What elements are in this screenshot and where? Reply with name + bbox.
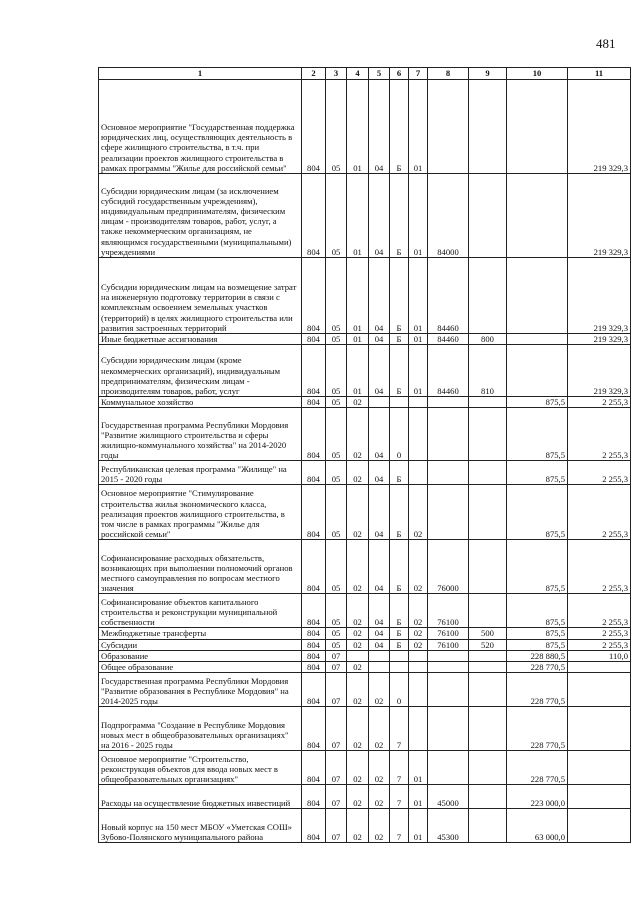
direction-cell: 84000 [428,174,469,258]
amount-col11-cell: 2 255,3 [568,628,631,639]
col-header-4: 4 [347,68,369,80]
program-cell: 04 [369,594,390,628]
section-cell: 07 [326,673,347,707]
row-name-cell: Софинансирование расходных обязательств, возникающих при выполнении полномочий органов местного самоуправления по вопросам местного значения [99,540,302,594]
event-cell: 01 [409,334,428,345]
direction-cell: 45000 [428,785,469,809]
program-cell: 02 [369,707,390,751]
row-name-cell: Субсидии [99,639,302,650]
section-cell: 05 [326,345,347,397]
table-row [99,540,631,594]
program-cell: 04 [369,334,390,345]
subprogram-cell: 7 [390,785,409,809]
section-cell: 07 [326,751,347,785]
direction-cell [428,707,469,751]
subprogram-cell: Б [390,80,409,174]
amount-col11-cell [568,707,631,751]
subsection-cell: 01 [347,174,369,258]
expense-type-cell [469,650,507,661]
subsection-cell: 02 [347,785,369,809]
ministry-code-cell: 804 [302,334,326,345]
row-name-cell: Республиканская целевая программа "Жилище" на 2015 - 2020 годы [99,461,302,485]
section-cell: 05 [326,540,347,594]
col-header-3: 3 [326,68,347,80]
table-row [99,662,631,673]
table-row [99,628,631,639]
direction-cell: 76100 [428,628,469,639]
event-cell [409,461,428,485]
subprogram-cell: Б [390,334,409,345]
subsection-cell: 02 [347,707,369,751]
section-cell: 05 [326,334,347,345]
program-cell: 04 [369,639,390,650]
section-cell: 05 [326,80,347,174]
col-header-1: 1 [99,68,302,80]
event-cell: 02 [409,540,428,594]
expense-type-cell [469,785,507,809]
section-cell: 05 [326,461,347,485]
amount-col11-cell [568,673,631,707]
col-header-10: 10 [507,68,568,80]
amount-col10-cell: 875,5 [507,485,568,540]
amount-col10-cell: 875,5 [507,397,568,408]
amount-col11-cell: 219 329,3 [568,80,631,174]
subsection-cell: 02 [347,809,369,843]
amount-col11-cell [568,662,631,673]
subprogram-cell: 7 [390,809,409,843]
program-cell: 02 [369,785,390,809]
direction-cell: 84460 [428,345,469,397]
program-cell: 04 [369,461,390,485]
row-name-cell: Коммунальное хозяйство [99,397,302,408]
col-header-8: 8 [428,68,469,80]
amount-col11-cell: 2 255,3 [568,594,631,628]
ministry-code-cell: 804 [302,809,326,843]
expense-type-cell [469,540,507,594]
program-cell: 04 [369,174,390,258]
program-cell: 04 [369,628,390,639]
expense-type-cell [469,408,507,461]
expense-type-cell [469,673,507,707]
ministry-code-cell: 804 [302,785,326,809]
subprogram-cell: 7 [390,707,409,751]
subprogram-cell: Б [390,258,409,334]
subprogram-cell [390,397,409,408]
ministry-code-cell: 804 [302,540,326,594]
amount-col10-cell [507,258,568,334]
ministry-code-cell: 804 [302,628,326,639]
subsection-cell: 02 [347,673,369,707]
event-cell: 02 [409,485,428,540]
subsection-cell: 02 [347,397,369,408]
ministry-code-cell: 804 [302,461,326,485]
program-cell [369,662,390,673]
direction-cell: 84460 [428,334,469,345]
amount-col11-cell: 2 255,3 [568,639,631,650]
event-cell: 01 [409,174,428,258]
amount-col10-cell: 228 770,5 [507,662,568,673]
direction-cell [428,408,469,461]
col-header-2: 2 [302,68,326,80]
ministry-code-cell: 804 [302,662,326,673]
amount-col10-cell [507,80,568,174]
amount-col11-cell: 219 329,3 [568,258,631,334]
amount-col10-cell: 223 000,0 [507,785,568,809]
section-cell: 05 [326,628,347,639]
table-row [99,707,631,751]
direction-cell [428,673,469,707]
subsection-cell: 02 [347,540,369,594]
program-cell: 02 [369,809,390,843]
amount-col10-cell: 875,5 [507,639,568,650]
event-cell [409,397,428,408]
section-cell: 07 [326,785,347,809]
event-cell [409,673,428,707]
subprogram-cell [390,650,409,661]
ministry-code-cell: 804 [302,408,326,461]
amount-col10-cell: 228 770,5 [507,707,568,751]
program-cell: 02 [369,673,390,707]
row-name-cell: Новый корпус на 150 мест МБОУ «Уметская СОШ» Зубово-Полянского муниципального района [99,809,302,843]
event-cell: 01 [409,80,428,174]
subsection-cell: 02 [347,639,369,650]
row-name-cell: Основное мероприятие "Строительство, реконструкция объектов для ввода новых мест в общеобразовательных организациях" [99,751,302,785]
expense-type-cell [469,461,507,485]
table-row [99,809,631,843]
direction-cell: 76000 [428,540,469,594]
table-row [99,397,631,408]
ministry-code-cell: 804 [302,174,326,258]
direction-cell [428,80,469,174]
table-header-row [99,68,631,80]
section-cell: 05 [326,397,347,408]
ministry-code-cell: 804 [302,751,326,785]
expense-type-cell [469,751,507,785]
event-cell: 01 [409,258,428,334]
subsection-cell: 02 [347,594,369,628]
table-row [99,258,631,334]
amount-col10-cell: 875,5 [507,461,568,485]
col-header-7: 7 [409,68,428,80]
row-name-cell: Субсидии юридическим лицам (за исключением субсидий государственным учреждениям), индивидуальным предпринимателям, физическим лицам - производителям товаров, работ, услуг, а также некоммерческим организациям, не являющимся государственными (муниципальными) учреждениями [99,174,302,258]
event-cell: 01 [409,785,428,809]
amount-col11-cell: 2 255,3 [568,397,631,408]
expense-type-cell: 500 [469,628,507,639]
subsection-cell: 01 [347,258,369,334]
ministry-code-cell: 804 [302,345,326,397]
subsection-cell: 01 [347,334,369,345]
expense-type-cell [469,174,507,258]
amount-col11-cell: 219 329,3 [568,345,631,397]
program-cell [369,397,390,408]
event-cell: 01 [409,345,428,397]
section-cell: 05 [326,258,347,334]
amount-col11-cell: 2 255,3 [568,461,631,485]
row-name-cell: Основное мероприятие "Стимулирование строительства жилья экономического класса, реализация проектов жилищного строительства, в том числе в рамках программы "Жилье для российской семьи" [99,485,302,540]
section-cell: 05 [326,639,347,650]
row-name-cell: Образование [99,650,302,661]
amount-col11-cell: 219 329,3 [568,174,631,258]
amount-col10-cell [507,334,568,345]
subsection-cell: 02 [347,408,369,461]
expense-type-cell [469,485,507,540]
subsection-cell: 02 [347,751,369,785]
direction-cell [428,485,469,540]
amount-col10-cell: 228 770,5 [507,751,568,785]
direction-cell [428,650,469,661]
row-name-cell: Основное мероприятие "Государственная поддержка юридических лиц, осуществляющих деятельность в сфере жилищного строительства, в т.ч. при реализации проектов жилищного строительства в рамках программы "Жилье для российской семьи" [99,80,302,174]
expense-type-cell [469,594,507,628]
subprogram-cell: Б [390,461,409,485]
subsection-cell: 01 [347,345,369,397]
amount-col10-cell [507,345,568,397]
table-row [99,485,631,540]
row-name-cell: Подпрограмма "Создание в Республике Мордовия новых мест в общеобразовательных организациях" на 2016 - 2025 годы [99,707,302,751]
col-header-11: 11 [568,68,631,80]
subsection-cell: 02 [347,662,369,673]
row-name-cell: Субсидии юридическим лицам на возмещение затрат на инженерную подготовку территории в связи с комплексным освоением земельных участков (территорий) в целях жилищного строительства или развития застроенных территорий [99,258,302,334]
direction-cell: 45300 [428,809,469,843]
expense-type-cell: 810 [469,345,507,397]
row-name-cell: Софинансирование объектов капитального строительства и реконструкции муниципальной собственности [99,594,302,628]
subprogram-cell: 7 [390,751,409,785]
table-row [99,461,631,485]
amount-col11-cell: 219 329,3 [568,334,631,345]
event-cell [409,650,428,661]
subprogram-cell: 0 [390,408,409,461]
expense-type-cell [469,662,507,673]
subprogram-cell: Б [390,485,409,540]
subprogram-cell: 0 [390,673,409,707]
table-row [99,751,631,785]
amount-col11-cell [568,809,631,843]
table-row [99,594,631,628]
direction-cell [428,662,469,673]
direction-cell [428,461,469,485]
event-cell [409,662,428,673]
col-header-9: 9 [469,68,507,80]
table-row [99,174,631,258]
amount-col10-cell: 875,5 [507,540,568,594]
section-cell: 05 [326,408,347,461]
table-row [99,673,631,707]
section-cell: 07 [326,650,347,661]
amount-col11-cell: 2 255,3 [568,540,631,594]
col-header-6: 6 [390,68,409,80]
amount-col11-cell: 2 255,3 [568,485,631,540]
table-row [99,345,631,397]
subprogram-cell: Б [390,345,409,397]
row-name-cell: Субсидии юридическим лицам (кроме некоммерческих организаций), индивидуальным предпринимателям, физическим лицам - производителям товаров, работ, услуг [99,345,302,397]
col-header-5: 5 [369,68,390,80]
row-name-cell: Государственная программа Республики Мордовия "Развитие жилищного строительства и сферы жилищно-коммунального хозяйства" на 2014-2020 годы [99,408,302,461]
amount-col11-cell [568,785,631,809]
section-cell: 05 [326,174,347,258]
event-cell [409,707,428,751]
event-cell: 02 [409,594,428,628]
amount-col10-cell: 875,5 [507,628,568,639]
amount-col10-cell: 63 000,0 [507,809,568,843]
table-row [99,80,631,174]
event-cell: 01 [409,751,428,785]
row-name-cell: Расходы на осуществление бюджетных инвестиций [99,785,302,809]
program-cell: 04 [369,258,390,334]
row-name-cell: Межбюджетные трансферты [99,628,302,639]
row-name-cell: Иные бюджетные ассигнования [99,334,302,345]
direction-cell [428,751,469,785]
table-row [99,408,631,461]
expense-type-cell [469,80,507,174]
program-cell: 04 [369,80,390,174]
event-cell [409,408,428,461]
section-cell: 07 [326,809,347,843]
ministry-code-cell: 804 [302,485,326,540]
subsection-cell [347,650,369,661]
subprogram-cell: Б [390,174,409,258]
expense-type-cell: 800 [469,334,507,345]
expense-type-cell [469,397,507,408]
program-cell: 04 [369,485,390,540]
subprogram-cell: Б [390,628,409,639]
table-row [99,785,631,809]
page-number: 481 [596,36,616,51]
ministry-code-cell: 804 [302,639,326,650]
amount-col10-cell: 875,5 [507,594,568,628]
event-cell: 02 [409,639,428,650]
table-row [99,334,631,345]
subprogram-cell: Б [390,594,409,628]
section-cell: 07 [326,707,347,751]
event-cell: 01 [409,809,428,843]
subsection-cell: 02 [347,461,369,485]
direction-cell: 84460 [428,258,469,334]
table-row [99,639,631,650]
subprogram-cell: Б [390,540,409,594]
section-cell: 05 [326,485,347,540]
ministry-code-cell: 804 [302,594,326,628]
subprogram-cell: Б [390,639,409,650]
section-cell: 05 [326,594,347,628]
amount-col10-cell: 875,5 [507,408,568,461]
ministry-code-cell: 804 [302,707,326,751]
ministry-code-cell: 804 [302,673,326,707]
expense-type-cell [469,258,507,334]
ministry-code-cell: 804 [302,80,326,174]
amount-col10-cell: 228 880,5 [507,650,568,661]
program-cell: 04 [369,540,390,594]
amount-col11-cell: 110,0 [568,650,631,661]
direction-cell: 76100 [428,594,469,628]
direction-cell [428,397,469,408]
event-cell: 02 [409,628,428,639]
program-cell: 04 [369,408,390,461]
program-cell: 02 [369,751,390,785]
subsection-cell: 02 [347,485,369,540]
expense-type-cell [469,809,507,843]
ministry-code-cell: 804 [302,650,326,661]
amount-col11-cell: 2 255,3 [568,408,631,461]
budget-table [98,67,631,843]
table-row [99,650,631,661]
ministry-code-cell: 804 [302,397,326,408]
amount-col10-cell [507,174,568,258]
expense-type-cell [469,707,507,751]
subsection-cell: 01 [347,80,369,174]
direction-cell: 76100 [428,639,469,650]
row-name-cell: Общее образование [99,662,302,673]
ministry-code-cell: 804 [302,258,326,334]
subprogram-cell [390,662,409,673]
section-cell: 07 [326,662,347,673]
program-cell [369,650,390,661]
expense-type-cell: 520 [469,639,507,650]
amount-col11-cell [568,751,631,785]
row-name-cell: Государственная программа Республики Мордовия "Развитие образования в Республике Мордовия" на 2014-2025 годы [99,673,302,707]
subsection-cell: 02 [347,628,369,639]
amount-col10-cell: 228 770,5 [507,673,568,707]
program-cell: 04 [369,345,390,397]
